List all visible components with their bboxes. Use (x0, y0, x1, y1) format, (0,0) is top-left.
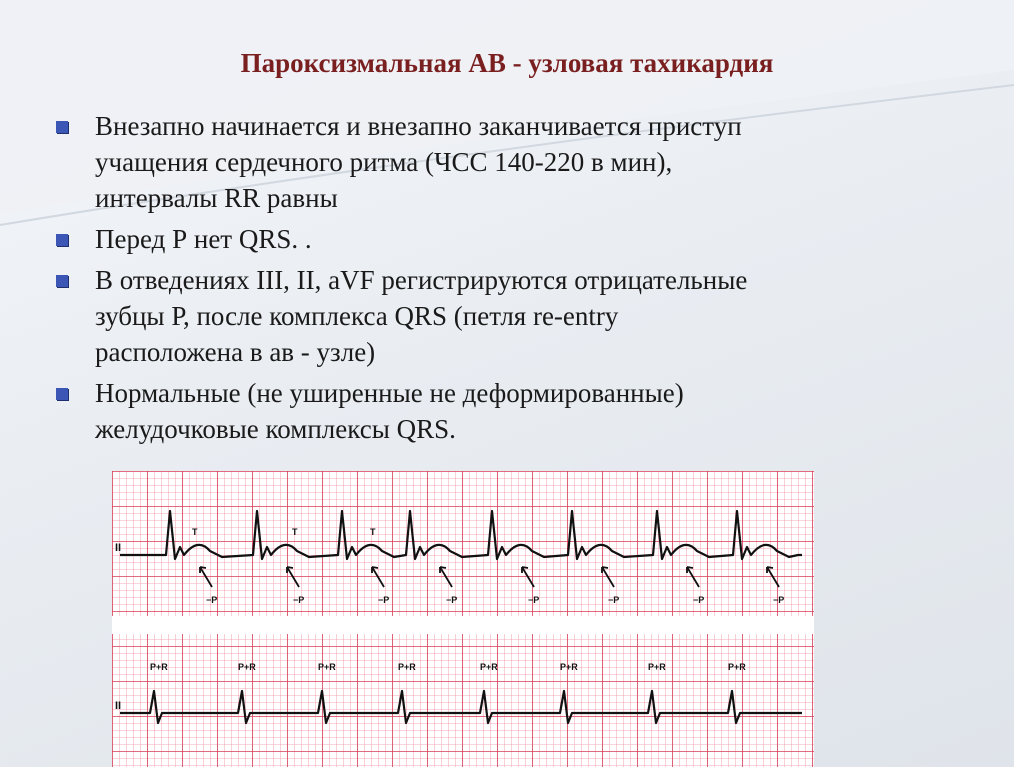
bullet-line: расположена в ав - узле) (95, 337, 376, 367)
t-wave-label: T (370, 527, 376, 537)
p-plus-r-label: P+R (150, 662, 168, 672)
bullet-line: Перед Р нет QRS. . (95, 224, 312, 254)
lead-label-bottom: II (115, 700, 122, 712)
square-bullet-icon (56, 121, 68, 133)
p-plus-r-label: P+R (648, 662, 666, 672)
bullet-line: желудочковые комплексы QRS. (95, 414, 456, 444)
ecg-strip-image (112, 471, 814, 767)
p-plus-r-label: P+R (318, 662, 336, 672)
bullet-item-negative-p (54, 262, 954, 370)
p-plus-r-label: P+R (480, 662, 498, 672)
bullet-line: интервалы RR равны (95, 183, 338, 213)
t-wave-label: T (192, 527, 198, 537)
square-bullet-icon (56, 275, 68, 287)
negative-p-label: −P (608, 595, 620, 605)
p-plus-r-label: P+R (728, 662, 746, 672)
slide-title: Пароксизмальная АВ - узловая тахикардия (240, 48, 774, 78)
bullet-item-normal-qrs (54, 375, 954, 447)
ecg-grid-top (112, 471, 814, 616)
negative-p-label: −P (206, 595, 218, 605)
negative-p-label: −P (293, 595, 305, 605)
t-wave-label: T (292, 527, 298, 537)
lead-label-top: II (115, 542, 122, 554)
negative-p-label: −P (773, 595, 785, 605)
p-plus-r-label: P+R (398, 662, 416, 672)
bullet-line: зубцы Р, после комплекса QRS (петля re-entry (95, 301, 619, 331)
square-bullet-icon (56, 234, 68, 246)
bullet-item-p-before-qrs (54, 221, 954, 257)
p-plus-r-label: P+R (238, 662, 256, 672)
square-bullet-icon (56, 388, 68, 400)
negative-p-label: −P (528, 595, 540, 605)
bullet-line: Нормальные (не уширенные не деформированные) (95, 378, 684, 408)
bullet-list (54, 108, 954, 452)
bullet-line: учащения сердечного ритма (ЧСС 140-220 в мин), (95, 147, 673, 177)
bullet-line: В отведениях III, II, aVF регистрируются отрицательные (95, 265, 748, 295)
negative-p-label: −P (378, 595, 390, 605)
bullet-line: Внезапно начинается и внезапно заканчивается приступ (95, 111, 742, 141)
negative-p-label: −P (693, 595, 705, 605)
p-plus-r-label: P+R (560, 662, 578, 672)
negative-p-label: −P (446, 595, 458, 605)
bullet-item-onset (54, 108, 954, 216)
ecg-grid-bottom (112, 634, 814, 767)
